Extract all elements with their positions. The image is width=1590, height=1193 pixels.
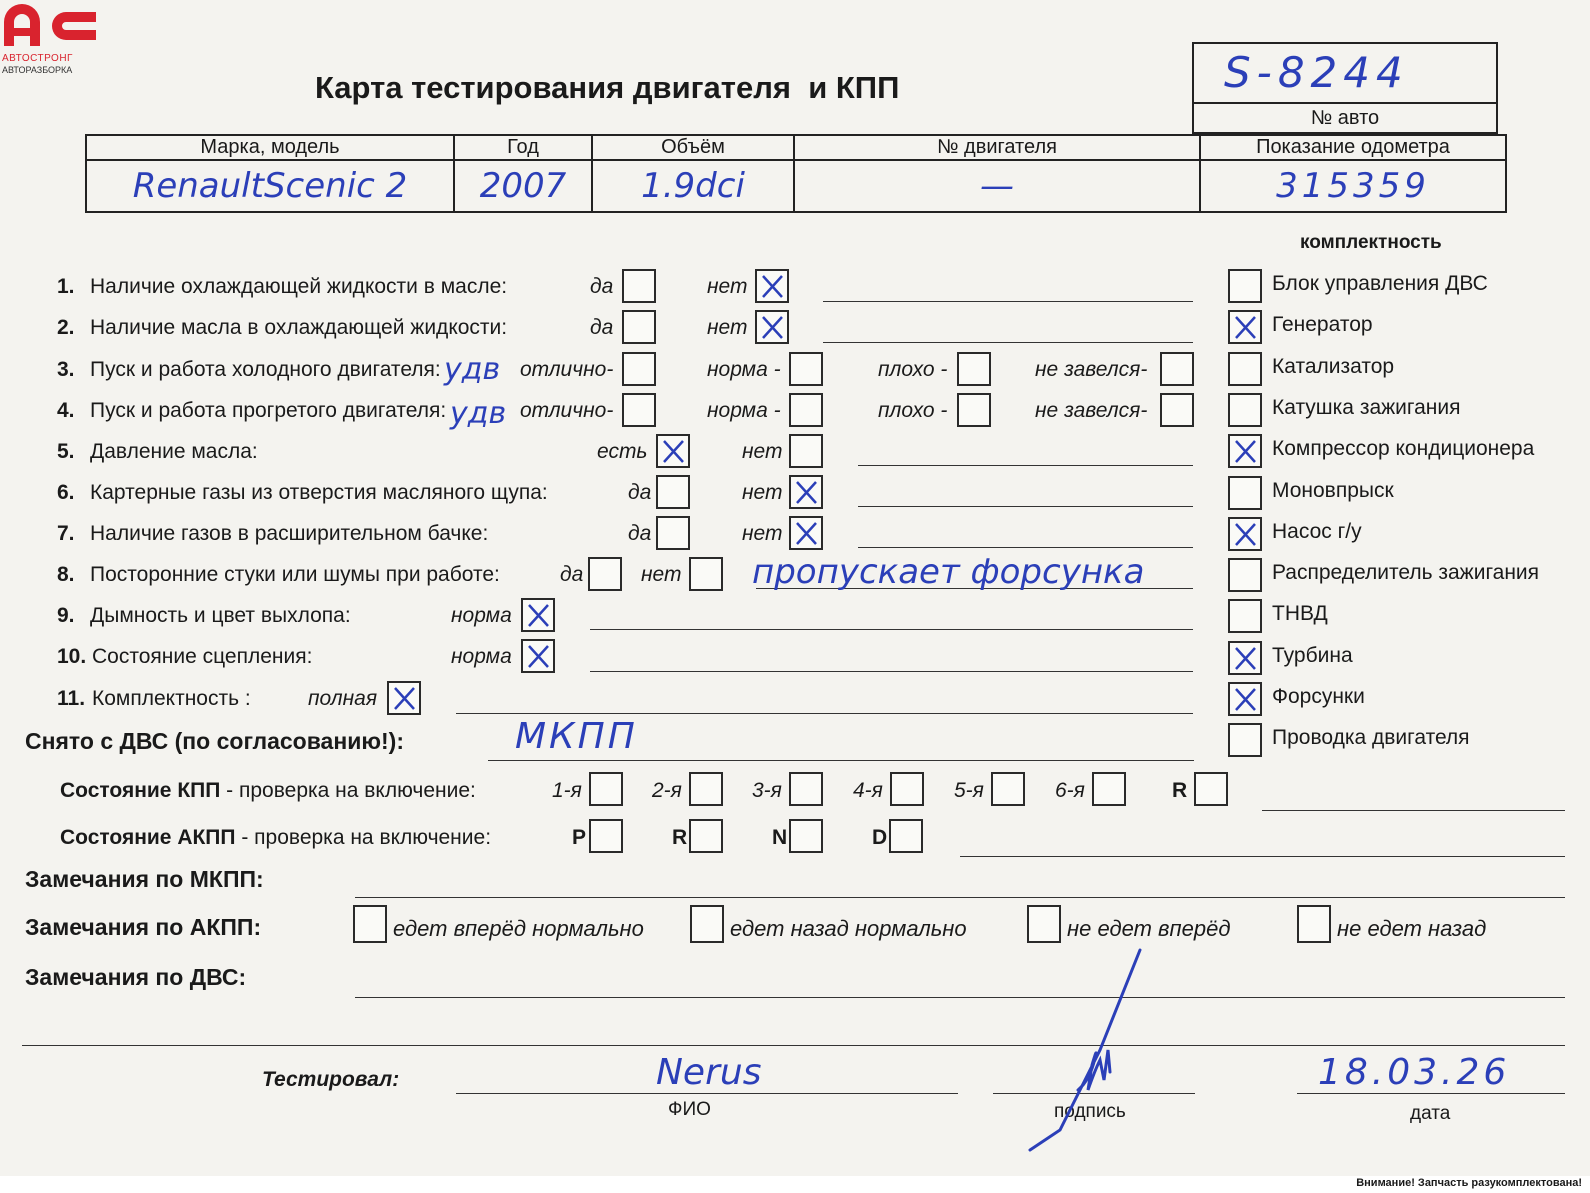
q4-ploho-label: плохо - xyxy=(878,399,948,422)
komplekt-label-1: Генератор xyxy=(1272,313,1373,337)
question-number-4: 4. xyxy=(57,399,75,422)
vehicle-info-header-row xyxy=(86,135,1506,160)
q3-nezav-label: не завелся- xyxy=(1035,358,1148,381)
kpp-gear-label-3: 4-я xyxy=(853,779,883,802)
q2-da-label: да xyxy=(590,316,614,339)
auto-number-value: S-8244 xyxy=(1224,48,1409,97)
kpp-gear-checkbox-6[interactable] xyxy=(1194,772,1228,806)
q4-otl-label: отлично- xyxy=(520,399,614,422)
komplekt-checkbox-7[interactable] xyxy=(1228,558,1262,592)
q3-ploho-label: плохо - xyxy=(878,358,948,381)
q3-otl-checkbox[interactable] xyxy=(622,352,656,386)
kpp-label xyxy=(60,779,476,803)
question-text-5: Давление масла: xyxy=(90,440,258,463)
question-number-8: 8. xyxy=(57,563,75,586)
akpp-line xyxy=(960,856,1565,857)
komplekt-label-3: Катушка зажигания xyxy=(1272,395,1461,419)
q4-ploho-checkbox[interactable] xyxy=(957,393,991,427)
auto-number-box xyxy=(1192,42,1498,134)
q8-net-label: нет xyxy=(641,563,682,586)
komplekt-checkbox-4[interactable] xyxy=(1228,434,1262,468)
engine-no-value: — xyxy=(794,160,1200,212)
question-number-11: 11. xyxy=(57,687,86,710)
q1-da-checkbox[interactable] xyxy=(622,269,656,303)
question-number-3: 3. xyxy=(57,358,75,381)
akpp-gear-label-0: P xyxy=(572,826,587,849)
kpp-gear-label-6: R xyxy=(1172,779,1188,802)
kpp-gear-checkbox-4[interactable] xyxy=(991,772,1025,806)
akpp-label xyxy=(60,826,491,850)
komplekt-checkbox-10[interactable] xyxy=(1228,682,1262,716)
question-number-7: 7. xyxy=(57,522,75,545)
odometer-value: 315359 xyxy=(1200,160,1506,212)
q3-otl-label: отлично- xyxy=(520,358,614,381)
kpp-gear-checkbox-0[interactable] xyxy=(589,772,623,806)
q2-line xyxy=(823,342,1193,343)
komplekt-label-11: Проводка двигателя xyxy=(1272,726,1470,750)
col-engine-no: № двигателя xyxy=(794,135,1200,160)
q7-da-label: да xyxy=(628,522,652,545)
q5-est-checkbox[interactable] xyxy=(656,434,690,468)
komplekt-label-7: Распределитель зажигания xyxy=(1272,561,1540,585)
q7-line xyxy=(858,547,1193,548)
komplekt-label-10: Форсунки xyxy=(1272,685,1365,708)
akpp-remark-label-0: едет вперёд нормально xyxy=(393,916,644,941)
remarks-dvs-label: Замечания по ДВС: xyxy=(25,964,247,990)
q7-net-label: нет xyxy=(742,522,783,545)
fio-caption: ФИО xyxy=(668,1099,711,1120)
remarks-extra-line xyxy=(22,1045,1565,1046)
komplekt-label-9: Турбина xyxy=(1272,643,1353,667)
question-text-1: Наличие охлаждающей жидкости в масле: xyxy=(90,275,508,298)
snyato-label: Снято с ДВС (по согласованию!): xyxy=(25,728,404,754)
akpp-remark-checkbox-0[interactable] xyxy=(353,905,387,943)
q4-norma-label: норма - xyxy=(707,399,781,422)
question-text-4: Пуск и работа прогретого двигателя: xyxy=(90,399,447,422)
q11-line xyxy=(456,713,1193,714)
q10-line xyxy=(590,671,1193,672)
akpp-gear-label-2: N xyxy=(772,826,788,849)
remarks-dvs-line xyxy=(355,997,1565,998)
komplekt-checkbox-8[interactable] xyxy=(1228,599,1262,633)
q8-da-label: да xyxy=(560,563,584,586)
q1-da-label: да xyxy=(590,275,614,298)
vehicle-info-value-row xyxy=(86,160,1506,212)
komplekt-checkbox-5[interactable] xyxy=(1228,476,1262,510)
volume-value: 1.9dci xyxy=(592,160,794,212)
komplekt-checkbox-1[interactable] xyxy=(1228,310,1262,344)
tester-name: Nerus xyxy=(656,1052,762,1093)
q6-line xyxy=(858,506,1193,507)
komplekt-checkbox-9[interactable] xyxy=(1228,641,1262,675)
kpp-gear-checkbox-1[interactable] xyxy=(689,772,723,806)
q9-line xyxy=(590,629,1193,630)
logo-line2: АВТОРАЗБОРКА xyxy=(2,65,73,75)
akpp-label-bold: Состояние АКПП xyxy=(60,826,236,849)
kpp-gear-label-1: 2-я xyxy=(652,779,682,802)
komplekt-label-4: Компрессор кондиционера xyxy=(1272,437,1535,461)
q11-polnaya-label: полная xyxy=(308,687,378,710)
akpp-remark-label-1: едет назад нормально xyxy=(730,916,967,941)
kpp-gear-checkbox-3[interactable] xyxy=(890,772,924,806)
akpp-gear-checkbox-0[interactable] xyxy=(589,819,623,853)
komplekt-label-0: Блок управления ДВС xyxy=(1272,272,1488,295)
kpp-gear-label-0: 1-я xyxy=(552,779,582,802)
q6-da-checkbox[interactable] xyxy=(656,475,690,509)
q5-net-label: нет xyxy=(742,440,783,463)
komplekt-title: комплектность xyxy=(1300,232,1442,253)
akpp-remark-label-2: не едет вперёд xyxy=(1067,916,1231,941)
akpp-remark-label-3: не едет назад xyxy=(1337,916,1487,941)
question-number-2: 2. xyxy=(57,316,75,339)
kpp-gear-label-2: 3-я xyxy=(752,779,782,802)
question-number-1: 1. xyxy=(57,275,75,298)
question-text-8: Посторонние стуки или шумы при работе: xyxy=(90,563,500,586)
q9-norma-checkbox[interactable] xyxy=(521,598,555,632)
akpp-gear-checkbox-3[interactable] xyxy=(889,819,923,853)
kpp-gear-label-4: 5-я xyxy=(954,779,984,802)
q3-nezav-checkbox[interactable] xyxy=(1160,352,1194,386)
col-odometer: Показание одометра xyxy=(1200,135,1506,160)
date-caption: дата xyxy=(1410,1103,1451,1124)
komplekt-label-2: Катализатор xyxy=(1272,354,1395,378)
akpp-remark-checkbox-1[interactable] xyxy=(690,905,724,943)
remarks-mkpp-line xyxy=(355,897,1565,898)
kpp-label-rest: - проверка на включение: xyxy=(220,779,476,802)
year-value: 2007 xyxy=(454,160,592,212)
signature-drawing-icon xyxy=(1000,940,1160,1160)
akpp-remark-checkbox-2[interactable] xyxy=(1027,905,1061,943)
kpp-label-bold: Состояние КПП xyxy=(60,779,221,802)
snyato-line xyxy=(488,760,1194,761)
q2-net-label: нет xyxy=(707,316,748,339)
q7-da-checkbox[interactable] xyxy=(656,516,690,550)
question-text-6: Картерные газы из отверстия масляного щупа: xyxy=(90,481,548,504)
akpp-remark-checkbox-3[interactable] xyxy=(1297,905,1331,943)
q3-norma-label: норма - xyxy=(707,358,781,381)
remarks-mkpp-label: Замечания по МКПП: xyxy=(25,866,264,892)
remarks-akpp-label: Замечания по АКПП: xyxy=(25,914,262,940)
make-model-value: RenaultScenic 2 xyxy=(86,160,454,212)
q2-net-checkbox[interactable] xyxy=(755,310,789,344)
col-volume: Объём xyxy=(592,135,794,160)
q2-da-checkbox[interactable] xyxy=(622,310,656,344)
col-year: Год xyxy=(454,135,592,160)
q6-net-checkbox[interactable] xyxy=(789,475,823,509)
q3-ploho-checkbox[interactable] xyxy=(957,352,991,386)
question-text-11: Комплектность : xyxy=(92,687,251,710)
question-text-2: Наличие масла в охлаждающей жидкости: xyxy=(90,316,508,339)
auto-number-label: № авто xyxy=(1310,107,1380,129)
handwritten-note-q8: пропускает форсунка xyxy=(752,552,1145,592)
company-logo xyxy=(0,0,102,78)
warning-strip xyxy=(0,1176,1590,1193)
kpp-gear-checkbox-2[interactable] xyxy=(789,772,823,806)
komplekt-label-6: Насос г/у xyxy=(1272,519,1362,543)
date-line xyxy=(1297,1093,1565,1094)
q11-polnaya-checkbox[interactable] xyxy=(387,681,421,715)
q10-norma-label: норма xyxy=(451,645,512,668)
date-value: 18.03.26 xyxy=(1318,1052,1511,1093)
akpp-gear-label-3: D xyxy=(872,826,888,849)
q1-net-label: нет xyxy=(707,275,748,298)
question-text-10: Состояние сцепления: xyxy=(92,645,313,668)
komplekt-label-8: ТНВД xyxy=(1272,602,1328,626)
komplekt-checkbox-3[interactable] xyxy=(1228,393,1262,427)
q4-nezav-label: не завелся- xyxy=(1035,399,1148,422)
q4-nezav-checkbox[interactable] xyxy=(1160,393,1194,427)
question-number-10: 10. xyxy=(57,645,87,668)
akpp-gear-label-1: R xyxy=(672,826,688,849)
question-number-9: 9. xyxy=(57,604,75,627)
komplekt-checkbox-2[interactable] xyxy=(1228,352,1262,386)
akpp-gear-checkbox-1[interactable] xyxy=(689,819,723,853)
tested-by-label: Тестировал: xyxy=(262,1068,400,1091)
handwritten-udv-warm: удв xyxy=(450,396,507,431)
komplekt-label-5: Моновпрыск xyxy=(1272,478,1394,502)
q8-da-checkbox[interactable] xyxy=(588,557,622,591)
q4-otl-checkbox[interactable] xyxy=(622,393,656,427)
question-number-6: 6. xyxy=(57,481,75,504)
handwritten-udv-cold: удв xyxy=(444,352,501,387)
q1-line xyxy=(823,301,1193,302)
q6-net-label: нет xyxy=(742,481,783,504)
question-text-9: Дымность и цвет выхлопа: xyxy=(90,604,351,627)
akpp-label-rest: - проверка на включение: xyxy=(235,826,492,849)
question-text-3: Пуск и работа холодного двигателя: xyxy=(90,358,441,381)
fio-line xyxy=(456,1093,958,1094)
q1-net-checkbox[interactable] xyxy=(755,269,789,303)
akpp-gear-checkbox-2[interactable] xyxy=(789,819,823,853)
q5-line xyxy=(858,465,1193,466)
col-make-model: Марка, модель xyxy=(86,135,454,160)
page-title: Карта тестирования двигателя и КПП xyxy=(315,70,900,105)
signature-caption: подпись xyxy=(1054,1101,1126,1122)
auto-number-divider xyxy=(1194,102,1496,104)
question-number-5: 5. xyxy=(57,440,75,463)
logo-mark-icon xyxy=(0,0,100,50)
q6-da-label: да xyxy=(628,481,652,504)
q10-norma-checkbox[interactable] xyxy=(521,639,555,673)
q9-norma-label: норма xyxy=(451,604,512,627)
q5-est-label: есть xyxy=(597,440,648,463)
q3-norma-checkbox[interactable] xyxy=(789,352,823,386)
snyato-value: МКПП xyxy=(515,716,638,757)
warning-text: Внимание! Запчасть разукомплектована! xyxy=(1356,1177,1582,1189)
kpp-line xyxy=(1262,810,1565,811)
logo-line1: АВТОСТРОНГ xyxy=(2,53,73,64)
q4-norma-checkbox[interactable] xyxy=(789,393,823,427)
q7-net-checkbox[interactable] xyxy=(789,516,823,550)
q8-net-checkbox[interactable] xyxy=(689,557,723,591)
kpp-gear-checkbox-5[interactable] xyxy=(1092,772,1126,806)
kpp-gear-label-5: 6-я xyxy=(1055,779,1085,802)
question-text-7: Наличие газов в расширительном бачке: xyxy=(90,522,489,545)
vehicle-info-table xyxy=(85,134,1507,213)
komplekt-checkbox-6[interactable] xyxy=(1228,517,1262,551)
komplekt-checkbox-11[interactable] xyxy=(1228,723,1262,757)
q5-net-checkbox[interactable] xyxy=(789,434,823,468)
komplekt-checkbox-0[interactable] xyxy=(1228,269,1262,303)
